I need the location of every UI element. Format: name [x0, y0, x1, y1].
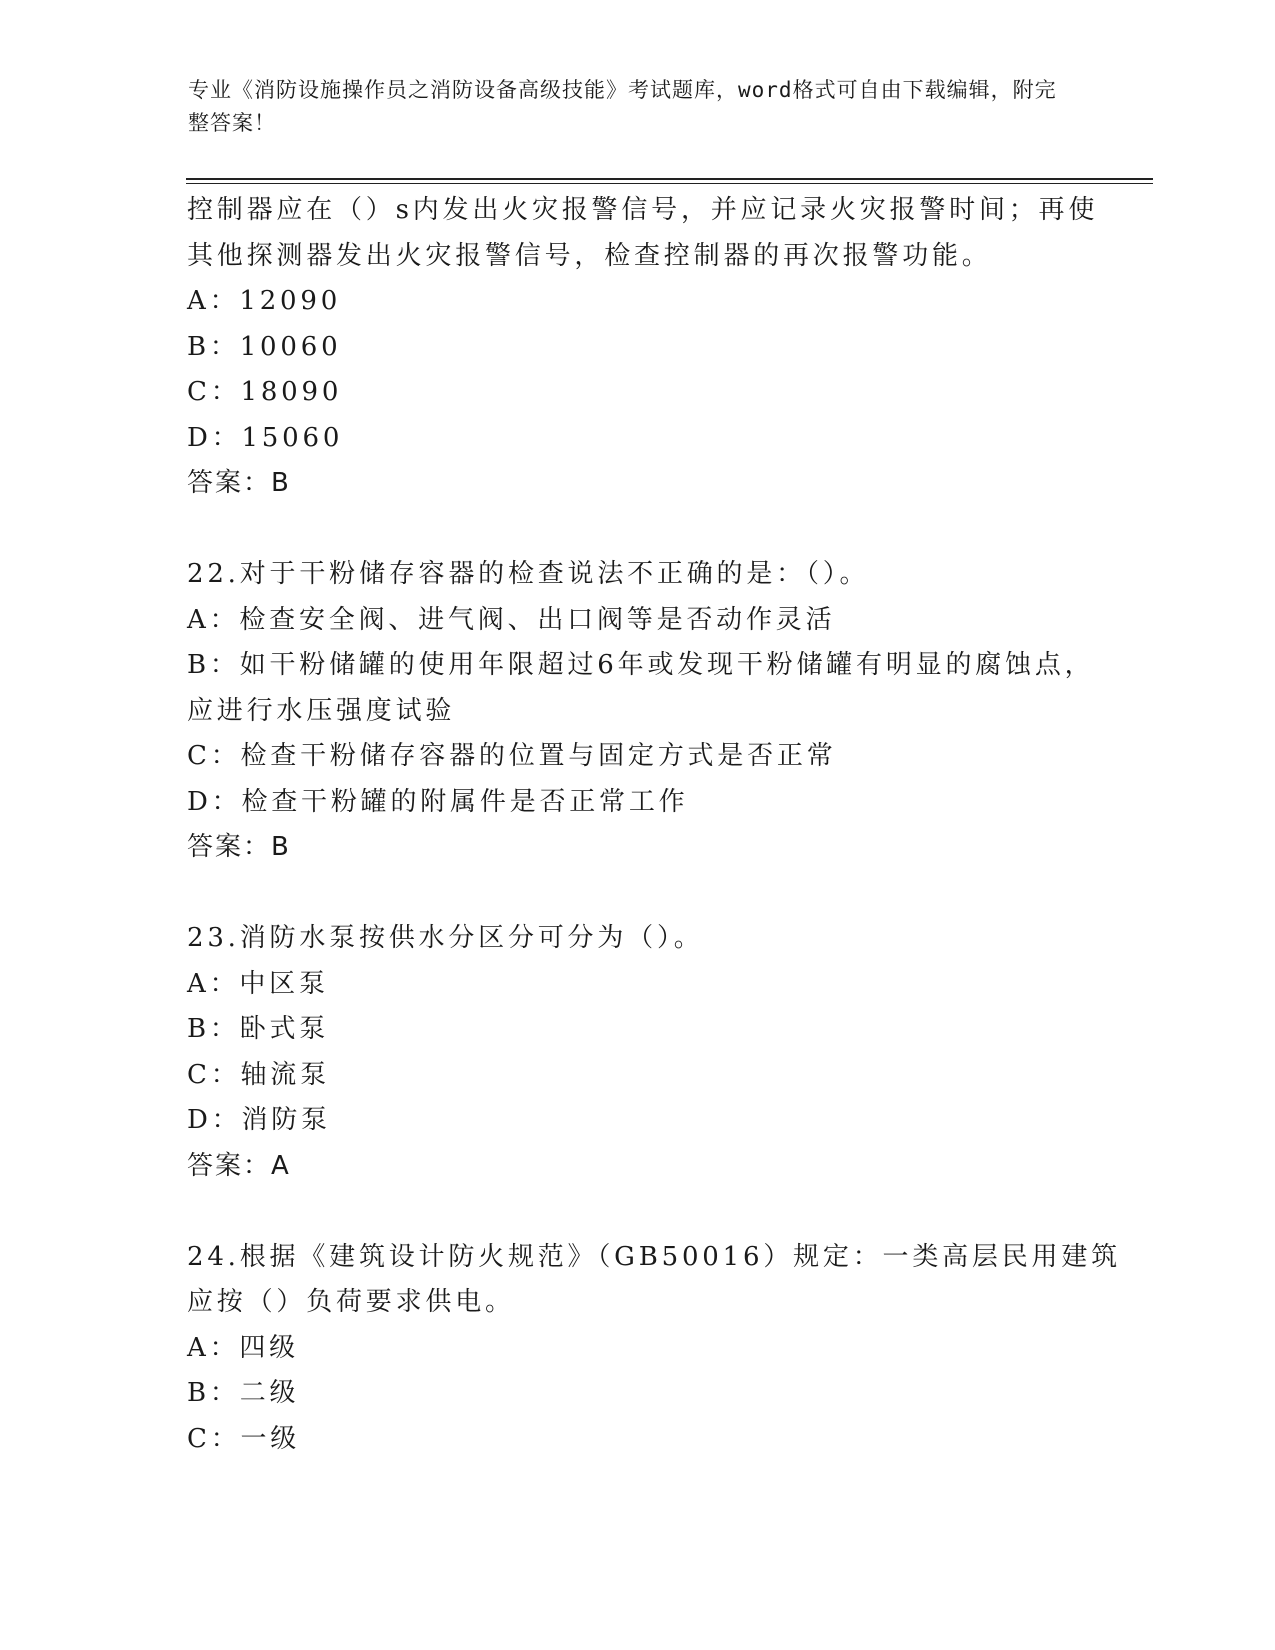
option-b-continued: 应进行水压强度试验 [187, 695, 456, 726]
spacer [187, 507, 1087, 553]
option-a: A：检查安全阀、进气阀、出口阀等是否动作灵活 [187, 604, 836, 635]
question-stem-line: 应按（）负荷要求供电。 [187, 1287, 515, 1317]
answer-line: 答案：B [187, 468, 291, 498]
spacer [187, 871, 1087, 917]
option-d: D：15060 [187, 422, 344, 453]
option-a: A：四级 [187, 1332, 299, 1363]
option-c: C：一级 [187, 1423, 301, 1454]
question-stem-line: 23.消防水泵按供水分区分可分为（）。 [187, 923, 704, 953]
option-a: A：中区泵 [187, 968, 329, 999]
header-divider-thin [186, 183, 1153, 184]
page-header: 专业《消防设施操作员之消防设备高级技能》考试题库，word格式可自由下载编辑，附完整答案！ [188, 78, 1057, 135]
question-block [187, 916, 1087, 1189]
question-stem-line: 其他探测器发出火灾报警信号，检查控制器的再次报警功能。 [187, 240, 992, 271]
option-b: B：卧式泵 [187, 1014, 330, 1044]
answer-line: 答案：A [187, 1150, 291, 1181]
question-block [187, 1235, 1121, 1463]
answer-line: 答案：B [187, 832, 291, 862]
option-d: D：检查干粉罐的附属件是否正常工作 [187, 786, 689, 817]
option-c: C：检查干粉储存容器的位置与固定方式是否正常 [187, 741, 837, 771]
question-block [187, 188, 1099, 507]
option-d: D：消防泵 [187, 1105, 331, 1135]
header-divider-thick [186, 178, 1153, 180]
option-b: B：如干粉储罐的使用年限超过6年或发现干粉储罐有明显的腐蚀点， [187, 650, 1095, 680]
question-stem-line: 控制器应在（）s内发出火灾报警信号，并应记录火灾报警时间；再使 [187, 195, 1099, 225]
option-b: B：二级 [187, 1378, 300, 1408]
question-list [187, 188, 1121, 1462]
question-stem-line: 22.对于干粉储存容器的检查说法不正确的是：（）。 [187, 559, 870, 589]
question-stem-line: 24.根据《建筑设计防火规范》（GB50016）规定：一类高层民用建筑 [187, 1241, 1121, 1272]
option-c: C：轴流泵 [187, 1059, 330, 1090]
question-block [187, 552, 1095, 871]
option-b: B：10060 [187, 331, 342, 362]
option-c: C：18090 [187, 377, 343, 407]
option-a: A：12090 [187, 286, 342, 316]
spacer [187, 1189, 1087, 1235]
